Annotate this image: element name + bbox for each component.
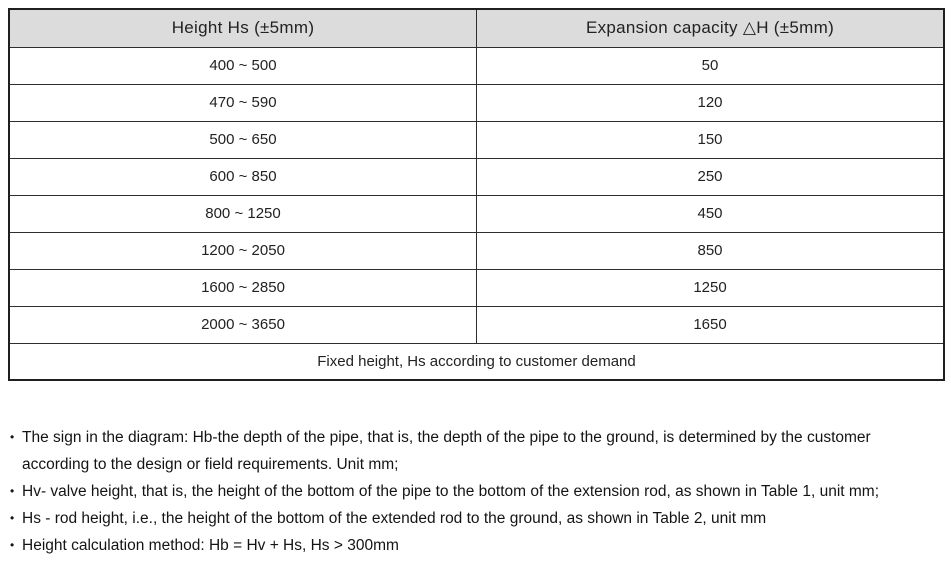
expansion-value-cell: 50	[477, 47, 945, 84]
height-range-cell: 800 ~ 1250	[9, 195, 477, 232]
expansion-value-cell: 1650	[477, 306, 945, 343]
table-row	[9, 158, 944, 195]
table-footer-note: Fixed height, Hs according to customer demand	[9, 343, 944, 380]
bullet-icon: •	[10, 538, 15, 552]
expansion-value-cell: 450	[477, 195, 945, 232]
note-item	[10, 532, 920, 559]
height-range-cell: 2000 ~ 3650	[9, 306, 477, 343]
bullet-icon: •	[10, 511, 15, 525]
table-row	[9, 84, 944, 121]
note-text: The sign in the diagram: Hb-the depth of the pipe, that is, the depth of the pipe to the ground, is determined by the customer according to the design or field requirements. Unit mm;	[22, 429, 871, 473]
table-row	[9, 232, 944, 269]
table-row	[9, 47, 944, 84]
height-range-cell: 600 ~ 850	[9, 158, 477, 195]
note-item	[10, 424, 920, 478]
note-text: Height calculation method: Hb = Hv + Hs, Hs > 300mm	[22, 537, 399, 554]
height-range-cell: 1200 ~ 2050	[9, 232, 477, 269]
table-row	[9, 195, 944, 232]
note-item	[10, 505, 920, 532]
bullet-icon: •	[10, 430, 15, 444]
height-range-cell: 400 ~ 500	[9, 47, 477, 84]
table-row	[9, 121, 944, 158]
height-expansion-table	[8, 8, 945, 381]
expansion-value-cell: 1250	[477, 269, 945, 306]
column-header-height: Height Hs (±5mm)	[9, 9, 477, 47]
table-header-row	[9, 9, 944, 47]
table-footer-row	[9, 343, 944, 380]
note-item	[10, 478, 920, 505]
expansion-value-cell: 250	[477, 158, 945, 195]
height-range-cell: 470 ~ 590	[9, 84, 477, 121]
bullet-icon: •	[10, 484, 15, 498]
expansion-value-cell: 150	[477, 121, 945, 158]
table-row	[9, 269, 944, 306]
note-text: Hs - rod height, i.e., the height of the bottom of the extended rod to the ground, as shown in Table 2, unit mm	[22, 510, 767, 527]
expansion-value-cell: 120	[477, 84, 945, 121]
height-range-cell: 1600 ~ 2850	[9, 269, 477, 306]
notes-list	[10, 424, 920, 559]
expansion-value-cell: 850	[477, 232, 945, 269]
height-range-cell: 500 ~ 650	[9, 121, 477, 158]
column-header-expansion: Expansion capacity △H (±5mm)	[477, 9, 945, 47]
table-row	[9, 306, 944, 343]
note-text: Hv- valve height, that is, the height of the bottom of the pipe to the bottom of the extension rod, as shown in Table 1, unit mm;	[22, 483, 880, 500]
